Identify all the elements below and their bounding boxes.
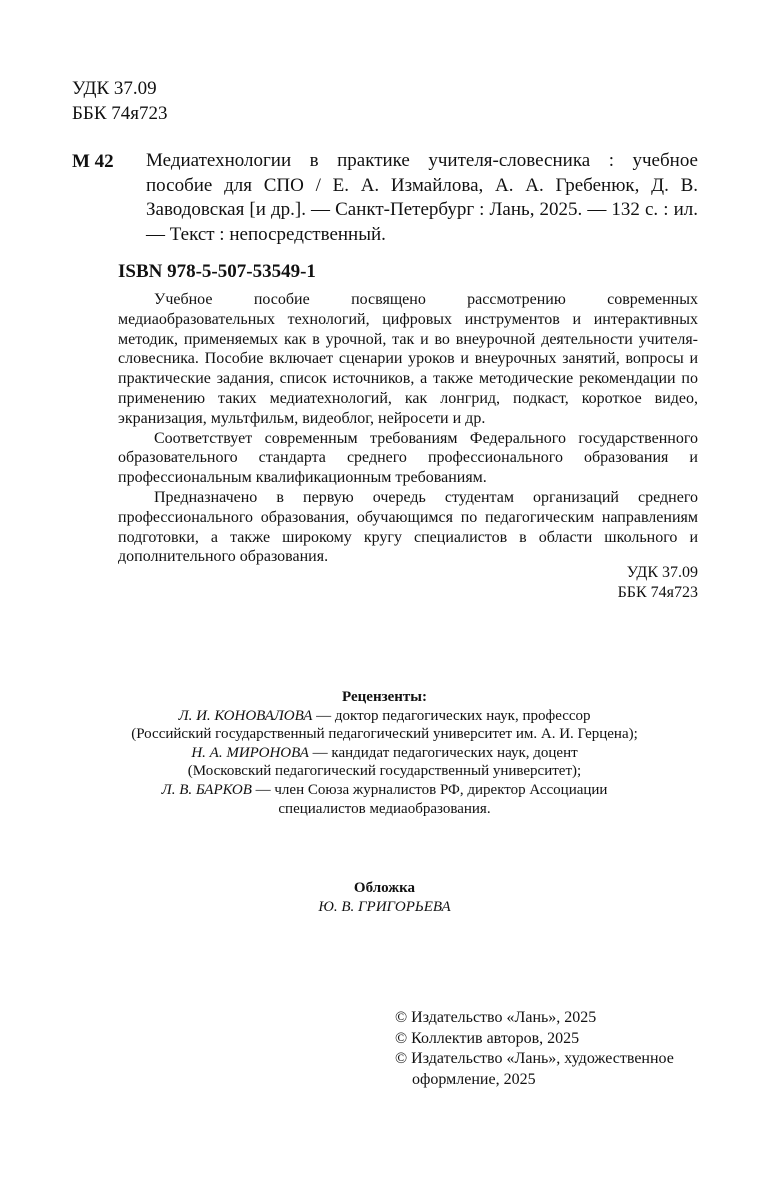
annotation-paragraph: Предназначено в первую очередь студентам организаций среднего профессионального образования, обучающимся по педагогическим направлениям подготовки, а также широкому кругу специалистов в области школьного и дополнительного образования. <box>118 488 698 566</box>
udk-code: УДК 37.09 <box>626 564 698 581</box>
cover-credit <box>70 879 699 916</box>
bottom-classification-codes <box>618 563 698 603</box>
reviewers-block <box>70 688 699 818</box>
reviewer-description: — кандидат педагогических наук, доцент <box>308 744 578 761</box>
reviewer-name: Л. В. БАРКОВ <box>161 781 252 798</box>
reviewer-line <box>70 707 699 726</box>
reviewer-line <box>70 744 699 763</box>
annotation <box>118 290 698 567</box>
author-mark: М 42 <box>72 151 114 172</box>
top-classification-codes <box>72 76 167 126</box>
reviewer-affiliation: (Российский государственный педагогический университет им. А. И. Герцена); <box>131 726 638 743</box>
reviewer-affiliation: (Московский педагогический государственный университет); <box>187 763 582 780</box>
annotation-paragraph: Учебное пособие посвящено рассмотрению современных медиаобразовательных технологий, цифровых инструментов и интерактивных методик, применяемых как в урочной, так и во внеурочной деятельности учителя-словесника. Пособие включает сценарии уроков и внеурочных занятий, вопросы и практические задания, список источников, а также методические рекомендации по применению таких медиатехнологий, как лонгрид, подкаст, короткое видео, экранизация, мультфильм, видеоблог, нейросети и др. <box>118 291 698 427</box>
reviewers-heading: Рецензенты: <box>342 689 427 705</box>
reviewer-name: Н. А. МИРОНОВА <box>191 744 309 761</box>
copyright-block <box>395 1008 715 1090</box>
bbk-code: ББК 74я723 <box>72 103 168 124</box>
bbk-code: ББК 74я723 <box>617 584 698 601</box>
bibliographic-citation: Медиатехнологии в практике учителя-словесника : учебное пособие для СПО / Е. А. Измайлова, А. А. Гребенюк, Д. В. Заводовская [и др.]. — Санкт-Петербург : Лань, 2025. — 132 с. : ил. — Текст : непосредственный. <box>146 150 698 245</box>
reviewer-description: — доктор педагогических наук, профессор <box>312 707 591 724</box>
reviewer-affiliation: специалистов медиаобразования. <box>278 800 491 817</box>
udk-code: УДК 37.09 <box>72 78 157 99</box>
annotation-paragraph: Соответствует современным требованиям Федерального государственного образовательного стандарта среднего профессионального образования и профессиональным квалификационным требованиям. <box>118 429 698 487</box>
isbn: ISBN 978-5-507-53549-1 <box>118 261 316 282</box>
reviewer-description: — член Союза журналистов РФ, директор Ассоциации <box>251 781 608 798</box>
copyright-line: © Издательство «Лань», художественное <box>395 1050 674 1067</box>
reviewer-name: Л. И. КОНОВАЛОВА <box>178 707 313 724</box>
copyright-line: © Издательство «Лань», 2025 <box>395 1009 597 1026</box>
cover-heading: Обложка <box>353 880 416 896</box>
cover-designer: Ю. В. ГРИГОРЬЕВА <box>318 898 451 915</box>
copyright-line-continuation: оформление, 2025 <box>412 1070 536 1088</box>
copyright-line: © Коллектив авторов, 2025 <box>395 1029 580 1047</box>
reviewer-line <box>70 781 699 800</box>
